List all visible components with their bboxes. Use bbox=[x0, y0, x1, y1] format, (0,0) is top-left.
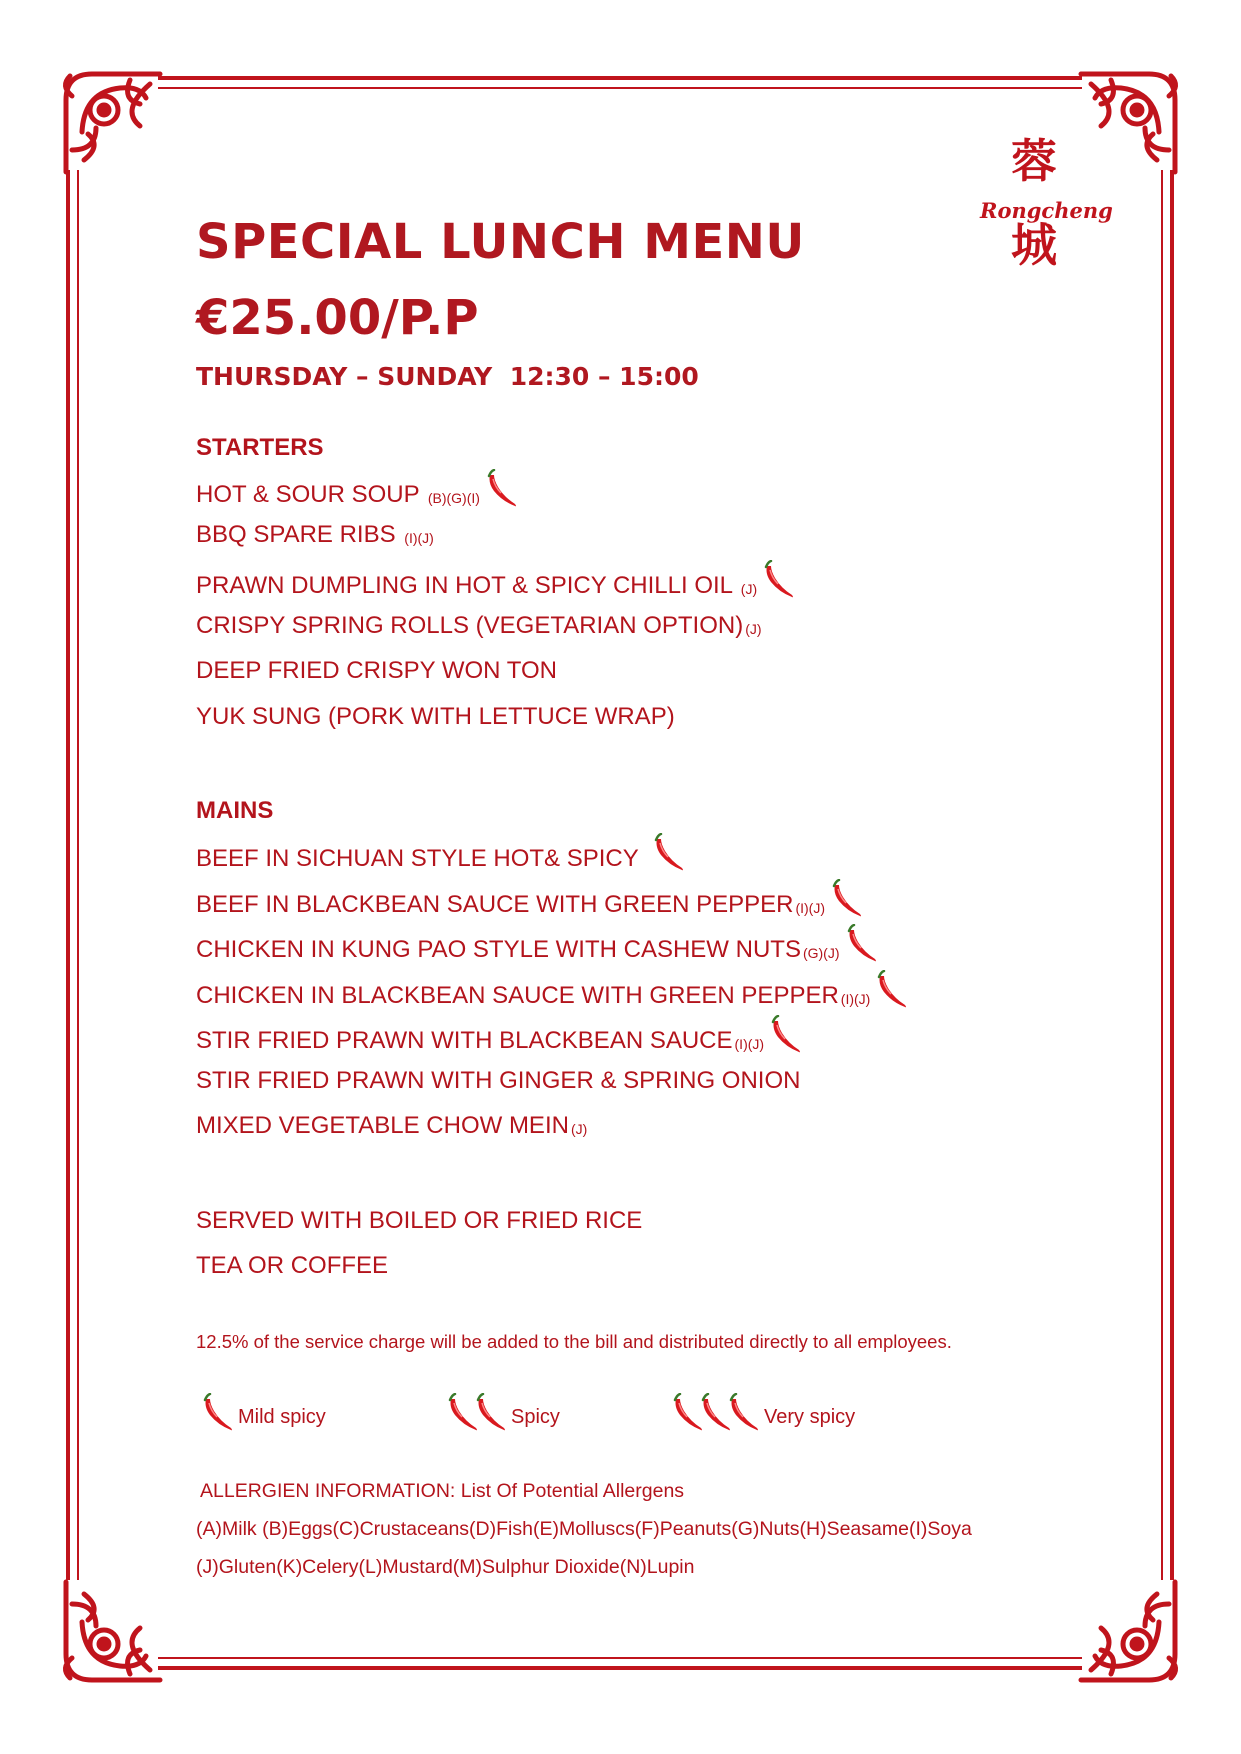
dish-name: DEEP FRIED CRISPY WON TON bbox=[196, 657, 557, 684]
chilli-pepper-icon bbox=[651, 833, 685, 873]
rice-note: SERVED WITH BOILED OR FRIED RICE bbox=[196, 1207, 643, 1234]
dish-name: HOT & SOUR SOUP bbox=[196, 481, 426, 508]
starter-item bbox=[196, 657, 557, 685]
dish-name: BEEF IN BLACKBEAN SAUCE WITH GREEN PEPPER bbox=[196, 890, 794, 918]
chilli-pepper-icon bbox=[484, 469, 518, 509]
allergen-list-line-1: (A)Milk (B)Eggs(C)Crustaceans(D)Fish(E)Molluscs(F)Peanuts(G)Nuts(H)Seasame(I)Soya bbox=[196, 1518, 972, 1540]
spice-legend-label: Mild spicy bbox=[238, 1405, 326, 1428]
main-item bbox=[196, 1021, 802, 1061]
starter-item bbox=[196, 703, 675, 731]
chilli-pepper-icon bbox=[829, 879, 863, 919]
dish-name: STIR FRIED PRAWN WITH GINGER & SPRING ONION bbox=[196, 1066, 801, 1094]
chilli-pepper-icon bbox=[768, 1015, 802, 1055]
main-item bbox=[196, 1112, 587, 1140]
logo-wordmark: Rongcheng bbox=[980, 198, 1113, 223]
dish-allergens: (J) bbox=[745, 620, 762, 637]
allergen-list-line-2: (J)Gluten(K)Celery(L)Mustard(M)Sulphur Dioxide(N)Lupin bbox=[196, 1556, 695, 1578]
service-hours: THURSDAY – SUNDAY 12:30 – 15:00 bbox=[196, 362, 699, 391]
chilli-pepper-icon bbox=[874, 970, 908, 1010]
chilli-pepper-icon bbox=[200, 1393, 234, 1433]
starter-item bbox=[196, 612, 762, 640]
dish-name: CRISPY SPRING ROLLS (VEGETARIAN OPTION) bbox=[196, 611, 744, 639]
dish-allergens: (J) bbox=[570, 1121, 588, 1137]
service-charge-note: 12.5% of the service charge will be added to the bill and distributed directly to all employees. bbox=[196, 1331, 952, 1352]
allergen-heading: ALLERGIEN INFORMATION: List Of Potential Allergens bbox=[200, 1480, 685, 1502]
main-item bbox=[196, 930, 878, 970]
dish-allergens: (B)(G)(I) bbox=[427, 490, 480, 506]
dish-allergens: (I)(J) bbox=[795, 899, 826, 916]
chilli-pepper-icon bbox=[726, 1393, 760, 1433]
dish-allergens: (I)(J) bbox=[734, 1036, 765, 1052]
spice-legend-entry bbox=[445, 1397, 560, 1437]
dish-allergens: (I)(J) bbox=[404, 529, 434, 546]
logo-chinese-top: 蓉 bbox=[1011, 134, 1057, 188]
menu-price: €25.00/P.P bbox=[196, 290, 479, 346]
chilli-pepper-icon bbox=[761, 560, 795, 600]
spice-legend-entry bbox=[670, 1397, 855, 1437]
starter-item bbox=[196, 566, 795, 606]
dish-allergens: (G)(J) bbox=[802, 945, 840, 961]
starter-item bbox=[196, 521, 434, 549]
logo-chinese-bottom: 城 bbox=[1011, 218, 1057, 272]
starter-item bbox=[196, 475, 518, 515]
dish-allergens: (J) bbox=[740, 581, 758, 597]
dish-name: CHICKEN IN BLACKBEAN SAUCE WITH GREEN PEPPER bbox=[196, 981, 839, 1009]
main-item bbox=[196, 885, 863, 925]
dish-allergens: (I)(J) bbox=[840, 990, 871, 1007]
menu-title: SPECIAL LUNCH MENU bbox=[196, 214, 805, 270]
dish-name: YUK SUNG (PORK WITH LETTUCE WRAP) bbox=[196, 702, 675, 730]
dish-name: BEEF IN SICHUAN STYLE HOT& SPICY bbox=[196, 845, 639, 872]
spice-legend-entry bbox=[200, 1397, 326, 1437]
chilli-pepper-icon bbox=[473, 1393, 507, 1433]
mains-heading: MAINS bbox=[196, 797, 274, 824]
spice-legend-label: Spicy bbox=[511, 1405, 560, 1428]
dish-name: PRAWN DUMPLING IN HOT & SPICY CHILLI OIL bbox=[196, 572, 739, 599]
dish-name: MIXED VEGETABLE CHOW MEIN bbox=[196, 1112, 569, 1139]
dish-name: CHICKEN IN KUNG PAO STYLE WITH CASHEW NUTS bbox=[196, 936, 801, 963]
dish-name: BBQ SPARE RIBS bbox=[196, 520, 403, 548]
drinks-note: TEA OR COFFEE bbox=[196, 1252, 389, 1279]
main-item bbox=[196, 839, 685, 879]
main-item bbox=[196, 976, 908, 1016]
chilli-pepper-icon bbox=[844, 924, 878, 964]
spice-legend-label: Very spicy bbox=[764, 1405, 856, 1428]
dish-name: STIR FRIED PRAWN WITH BLACKBEAN SAUCE bbox=[196, 1027, 733, 1054]
starters-heading: STARTERS bbox=[196, 434, 324, 461]
main-item bbox=[196, 1067, 800, 1095]
